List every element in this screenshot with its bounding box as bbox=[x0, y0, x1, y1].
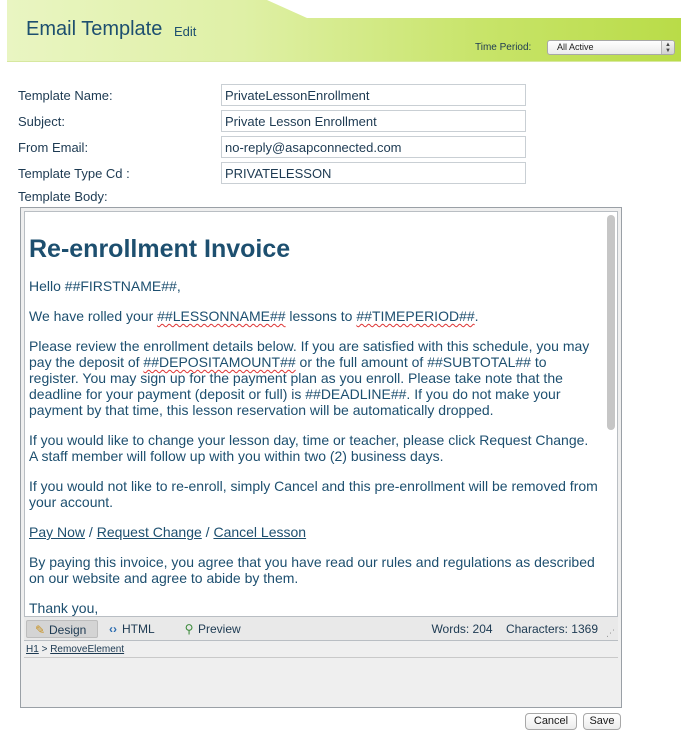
page-title: Email Template bbox=[26, 18, 163, 40]
cancel-lesson-link[interactable]: Cancel Lesson bbox=[213, 524, 307, 540]
subject-field[interactable]: Private Lesson Enrollment bbox=[221, 110, 526, 132]
save-button[interactable]: Save bbox=[583, 713, 621, 730]
template-type-field[interactable]: PRIVATELESSON bbox=[221, 162, 526, 184]
design-mode-button[interactable]: ✎ Design bbox=[26, 620, 98, 638]
html-mode-button[interactable]: ‹› HTML bbox=[100, 620, 164, 638]
remove-element-link[interactable]: RemoveElement bbox=[50, 644, 125, 655]
time-period-value: All Active bbox=[557, 42, 594, 52]
resize-grip-icon[interactable]: ⋰ bbox=[606, 628, 615, 638]
header-tab-cutout bbox=[267, 0, 681, 18]
character-count: Characters: 1369 bbox=[505, 622, 598, 636]
cancel-paragraph: If you would not like to re-enroll, simply Cancel and this pre-enrollment will be removed from your account. bbox=[29, 478, 598, 510]
closing-paragraph: Thank you, bbox=[29, 600, 99, 616]
template-body-label: Template Body: bbox=[18, 189, 108, 204]
greeting-paragraph: Hello ##FIRSTNAME##, bbox=[29, 278, 181, 294]
preview-mode-button[interactable]: ⚲ Preview bbox=[176, 620, 252, 638]
page-mode-label: Edit bbox=[174, 24, 197, 39]
editor-scrollbar[interactable] bbox=[607, 215, 615, 430]
rich-text-editor bbox=[20, 207, 622, 708]
subject-label: Subject: bbox=[18, 114, 65, 129]
word-count: Words: 204 bbox=[431, 622, 493, 636]
time-period-select[interactable] bbox=[547, 40, 675, 55]
editor-mode-toolbar bbox=[24, 617, 618, 641]
magnifier-icon: ⚲ bbox=[184, 622, 194, 636]
select-arrows-icon: ▲ ▼ bbox=[661, 41, 674, 54]
page-header bbox=[7, 0, 681, 62]
request-change-link[interactable]: Request Change bbox=[96, 524, 202, 540]
template-type-label: Template Type Cd : bbox=[18, 166, 130, 181]
action-links: Pay Now / Request Change / Cancel Lesson bbox=[29, 524, 307, 540]
template-name-field[interactable]: PrivateLessonEnrollment bbox=[221, 84, 526, 106]
time-period-label: Time Period: bbox=[475, 42, 532, 53]
path-h1-link[interactable]: H1 bbox=[26, 644, 39, 655]
rolled-paragraph: We have rolled your ##LESSONNAME## lessons to ##TIMEPERIOD##. bbox=[29, 308, 479, 324]
pencil-icon: ✎ bbox=[34, 623, 46, 637]
change-paragraph: If you would like to change your lesson day, time or teacher, please click Request Change. A staff member will follow up with you within two (2) business days. bbox=[29, 432, 589, 464]
invoice-heading: Re-enrollment Invoice bbox=[29, 235, 291, 263]
review-paragraph: Please review the enrollment details below. If you are satisfied with this schedule, you may pay the deposit of ##DEPOSITAMOUNT## or the full amount of ##SUBTOTAL## to register. You may sign up for the payment plan as you enroll. Please take note that the deadline for your payment (deposit or full) is ##DEADLINE##. If you do not make your payment by that time, this lesson reservation will be automatically dropped. bbox=[29, 338, 590, 418]
code-icon: ‹› bbox=[109, 622, 117, 636]
word-character-count bbox=[431, 620, 598, 638]
from-email-label: From Email: bbox=[18, 140, 89, 155]
from-email-field[interactable]: no-reply@asapconnected.com bbox=[221, 136, 526, 158]
pay-now-link[interactable]: Pay Now bbox=[29, 524, 86, 540]
element-path-bar: H1 > RemoveElement bbox=[24, 642, 618, 658]
cancel-button[interactable]: Cancel bbox=[525, 713, 577, 730]
agreement-paragraph: By paying this invoice, you agree that you have read our rules and regulations as described on our website and agree to abide by them. bbox=[29, 554, 595, 586]
template-name-label: Template Name: bbox=[18, 88, 113, 103]
editor-content-area[interactable] bbox=[24, 211, 618, 617]
